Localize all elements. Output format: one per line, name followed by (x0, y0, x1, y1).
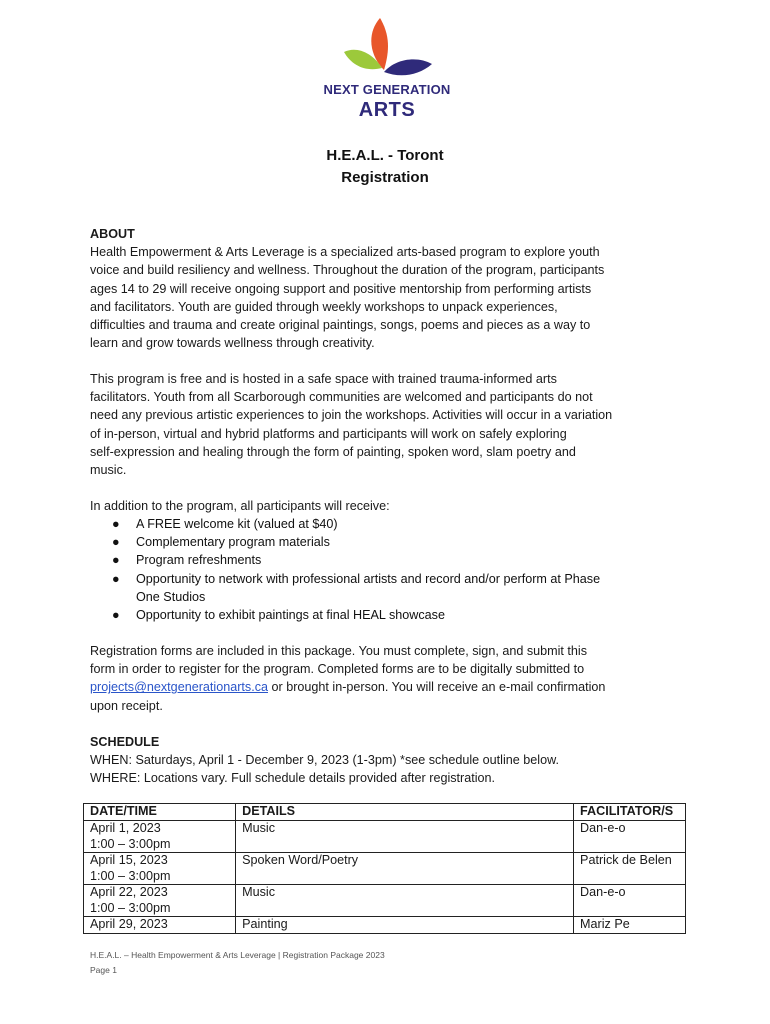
about-p1-line: ages 14 to 29 will receive ongoing support and positive mentorship from performing artists (90, 281, 592, 296)
document-subtitle: Registration (341, 169, 429, 186)
about-p1-line: learn and grow towards wellness through creativity. (90, 336, 375, 351)
document-title: H.E.A.L. - Toront (326, 147, 444, 164)
cell-date-time: April 29, 2023 (84, 917, 236, 934)
cell-facilitator: Dan-e-o (574, 885, 686, 917)
bullet-icon: ● (112, 571, 120, 586)
column-header-details: DETAILS (236, 804, 574, 821)
schedule-heading: SCHEDULE (90, 735, 160, 749)
list-item-continuation: One Studios (136, 589, 206, 604)
about-paragraph-2 (90, 370, 690, 479)
cell-details: Painting (236, 917, 574, 934)
list-item: ● Complementary program materials (90, 533, 690, 551)
schedule-section (90, 733, 690, 788)
cell-date-time: April 1, 2023 1:00 – 3:00pm (84, 821, 236, 853)
about-p2-line: This program is free and is hosted in a safe space with trained trauma-informed arts (90, 372, 557, 386)
cell-date-time: April 15, 2023 1:00 – 3:00pm (84, 853, 236, 885)
schedule-where: WHERE: Locations vary. Full schedule details provided after registration. (90, 771, 496, 786)
list-item: ● Opportunity to network with professional artists and record and/or perform at Phase (90, 570, 690, 588)
about-paragraph-1 (90, 243, 690, 352)
list-item: ● Program refreshments (90, 551, 690, 569)
about-p2-line: of in-person, virtual and hybrid platforms and participants will work on safely exploring (90, 426, 567, 441)
column-header-facilitator: FACILITATOR/S (574, 804, 686, 821)
page-number: Page 1 (90, 965, 117, 975)
about-p2-line: facilitators. Youth from all Scarborough communities are welcomed and participants do not (90, 390, 593, 405)
table-row (84, 885, 686, 917)
benefits-list (90, 515, 690, 624)
cell-details: Music (236, 885, 574, 917)
bullet-icon: ● (112, 553, 120, 568)
email-link[interactable]: projects@nextgenerationarts.ca (90, 680, 268, 695)
cell-date-time: April 22, 2023 1:00 – 3:00pm (84, 885, 236, 917)
registration-line: upon receipt. (90, 698, 163, 713)
cell-facilitator: Mariz Pe (574, 917, 686, 934)
schedule-table (83, 803, 686, 934)
footer-text: H.E.A.L. – Health Empowerment & Arts Leverage | Registration Package 2023 (90, 950, 385, 960)
about-p1-line: and facilitators. Youth are guided through weekly workshops to unpack experiences, (90, 299, 558, 314)
column-header-date: DATE/TIME (84, 804, 236, 821)
bullet-icon: ● (112, 608, 120, 623)
cell-details: Spoken Word/Poetry (236, 853, 574, 885)
about-section (90, 225, 690, 352)
table-row (84, 853, 686, 885)
benefits-intro: In addition to the program, all participants will receive: (90, 499, 390, 513)
about-heading: ABOUT (90, 227, 135, 241)
registration-paragraph (90, 642, 690, 715)
table-row (84, 917, 686, 934)
logo-text-next-generation: NEXT GENERATION (323, 82, 451, 97)
registration-line: Registration forms are included in this package. You must complete, sign, and submit this (90, 644, 588, 658)
about-p1-line: Health Empowerment & Arts Leverage is a specialized arts-based program to explore youth (90, 245, 600, 260)
bullet-icon: ● (112, 535, 120, 550)
about-p2-line: music. (90, 463, 127, 478)
list-item: ● A FREE welcome kit (valued at $40) (90, 515, 690, 533)
about-p2-line: need any previous artistic experiences to join the workshops. Activities will occur in a variation (90, 408, 613, 423)
bullet-icon: ● (112, 517, 120, 531)
about-p2-line: self-expression and healing through the form of painting, spoken word, slam poetry and (90, 444, 576, 459)
next-generation-arts-logo (322, 12, 452, 122)
leaf-logo-icon (322, 12, 452, 84)
list-item: ● Opportunity to exhibit paintings at final HEAL showcase (90, 606, 690, 624)
registration-line: form in order to register for the program. Completed forms are to be digitally submitted to (90, 662, 585, 677)
table-header-row (84, 804, 686, 821)
cell-facilitator: Dan-e-o (574, 821, 686, 853)
registration-line-with-email: projects@nextgenerationarts.ca or brought in-person. You will receive an e-mail confirmation (90, 680, 606, 695)
about-p1-line: voice and build resiliency and wellness. Throughout the duration of the program, participants (90, 263, 605, 278)
cell-details: Music (236, 821, 574, 853)
cell-facilitator: Patrick de Belen (574, 853, 686, 885)
schedule-when: WHEN: Saturdays, April 1 - December 9, 2023 (1-3pm) *see schedule outline below. (90, 753, 559, 768)
table-row (84, 821, 686, 853)
logo-text-arts: ARTS (358, 99, 416, 121)
about-p1-line: difficulties and trauma and create original paintings, songs, poems and pieces as a way to (90, 318, 591, 333)
